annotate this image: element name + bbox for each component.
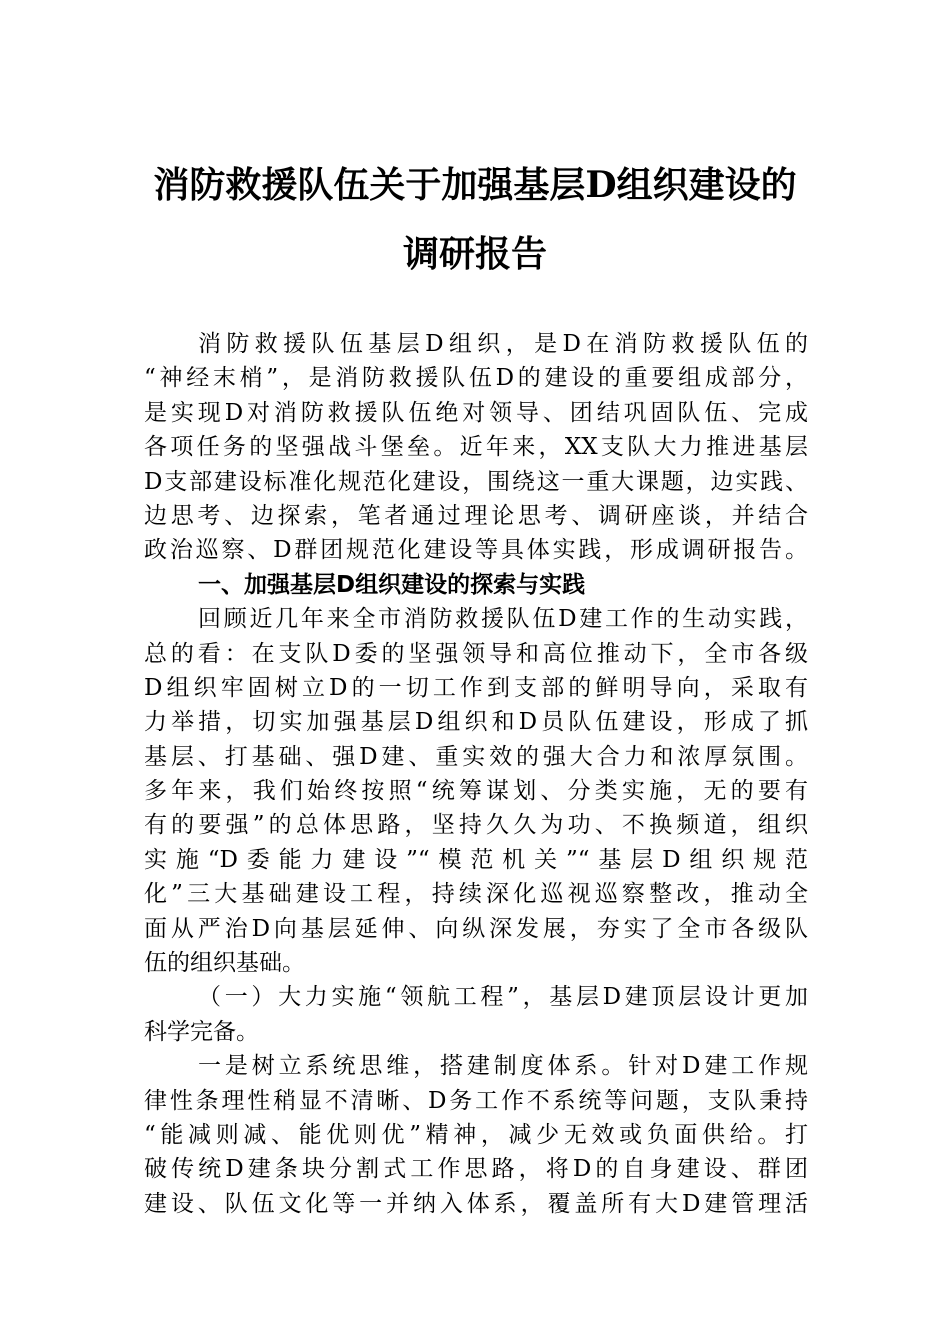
section-heading <box>144 568 808 602</box>
text-line: 总的看：在支队D委的坚强领导和高位推动下，全市各级 <box>144 640 808 667</box>
body-paragraph <box>144 1049 808 1221</box>
text-line: 实施“D委能力建设”“模范机关”“基层D组织规范 <box>144 846 808 873</box>
document-title-line-1: 消防救援队伍关于加强基层D组织建设的 <box>153 164 797 206</box>
text-line: 政治巡察、D群团规范化建设等具体实践，形成调研报告。 <box>144 537 808 564</box>
body-paragraph <box>144 602 808 980</box>
text-line: 边思考、边探索，笔者通过理论思考、调研座谈，并结合 <box>144 502 808 529</box>
text-line: 建设、队伍文化等一并纳入体系，覆盖所有大D建管理活 <box>144 1190 808 1217</box>
text-line: 伍的组织基础。 <box>144 950 305 977</box>
subsection-heading-line: （一）大力实施“领航工程”，基层D建顶层设计更加 <box>198 984 808 1011</box>
text-line: D支部建设标准化规范化建设，围绕这一重大课题，边实践、 <box>144 468 808 495</box>
text-line: 有的要强”的总体思路，坚持久久为功、不换频道，组织 <box>144 812 808 839</box>
text-line: “神经末梢”，是消防救援队伍D的建设的重要组成部分， <box>144 365 808 392</box>
text-line: 消防救援队伍基层D组织，是D在消防救援队伍的 <box>198 331 808 357</box>
document-title-line-2: 调研报告 <box>402 233 547 275</box>
subsection-heading-line: 科学完备。 <box>144 1018 259 1045</box>
text-line: “能减则减、能优则优”精神，减少无效或负面供给。打 <box>144 1121 808 1148</box>
text-line: 是实现D对消防救援队伍绝对领导、团结巩固队伍、完成 <box>144 399 808 426</box>
text-line: 回顾近几年来全市消防救援队伍D建工作的生动实践， <box>198 606 808 633</box>
text-line: 化”三大基础建设工程，持续深化巡视巡察整改，推动全 <box>144 881 808 908</box>
text-line: 多年来，我们始终按照“统筹谋划、分类实施，无的要有 <box>144 778 808 805</box>
intro-paragraph <box>144 327 808 568</box>
text-line: 破传统D建条块分割式工作思路，将D的自身建设、群团 <box>144 1156 808 1183</box>
text-line: 力举措，切实加强基层D组织和D员队伍建设，形成了抓 <box>144 709 808 736</box>
section-heading-text: 一、加强基层D组织建设的探索与实践 <box>198 571 586 598</box>
text-line: 各项任务的坚强战斗堡垒。近年来，XX支队大力推进基层 <box>144 434 808 461</box>
text-line: 面从严治D向基层延伸、向纵深发展，夯实了全市各级队 <box>144 915 808 942</box>
text-line: 基层、打基础、强D建、重实效的强大合力和浓厚氛围。 <box>144 743 808 770</box>
subsection-heading <box>144 980 808 1049</box>
text-line: 一是树立系统思维，搭建制度体系。针对D建工作规 <box>198 1053 808 1080</box>
text-line: 律性条理性稍显不清晰、D务工作不系统等问题，支队秉持 <box>144 1087 808 1114</box>
text-line: D组织牢固树立D的一切工作到支部的鲜明导向，采取有 <box>144 674 808 701</box>
document-body <box>144 327 808 1221</box>
